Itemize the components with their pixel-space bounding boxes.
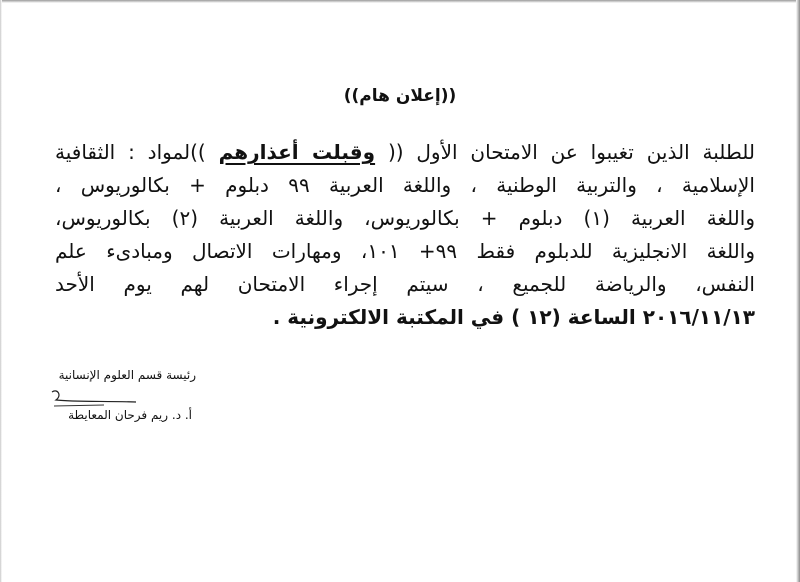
body-line-1 [55, 136, 755, 169]
signatory-role: رئيسة قسم العلوم الإنسانية [58, 368, 196, 382]
body-line-2: الإسلامية ، والتربية الوطنية ، واللغة العربية ٩٩ دبلوم + بكالوريوس ، [55, 173, 755, 197]
body-line-1-after: ))لمواد : الثقافية [55, 140, 206, 164]
body-line-1-before: للطلبة الذين تغيبوا عن الامتحان الأول (( [387, 140, 756, 164]
scan-edge-top [0, 0, 800, 3]
body-line-5: النفس، والرياضة للجميع ، سيتم إجراء الامتحان لهم يوم الأحد [55, 272, 755, 296]
announcement-body [55, 136, 755, 334]
announcement-title: ((إعلان هام)) [343, 86, 457, 106]
body-line-3: واللغة العربية (١) دبلوم + بكالوريوس، واللغة العربية (٢) بكالوريوس، [55, 206, 755, 230]
body-line-4: واللغة الانجليزية للدبلوم فقط ٩٩+ ١٠١، ومهارات الاتصال ومبادىء علم [55, 239, 755, 263]
accepted-excuses-emphasis: وقبلت أعذارهم [218, 140, 376, 164]
signatory-name: أ. د. ريم فرحان المعايطة [68, 408, 192, 422]
body-line-6-exam-date: ٢٠١٦/١١/١٣ الساعة (١٢ ) في المكتبة الالكترونية . [272, 305, 755, 329]
